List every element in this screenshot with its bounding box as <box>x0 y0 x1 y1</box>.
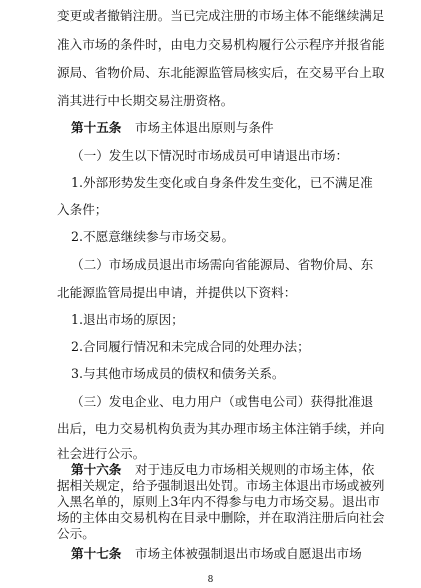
paragraph-line: 入黑名单的，原则上3年内不得参与电力市场交易。退出市 <box>57 494 380 509</box>
list-item: 2.合同履行情况和未完成合同的处理办法； <box>71 339 310 354</box>
article-heading: 第十七条 <box>71 546 122 561</box>
list-item-continued: 入条件； <box>57 202 108 217</box>
clause-line-continued: 社会进行公示。 <box>57 446 146 461</box>
paragraph-line: 据相关规定，给予强制退出处罚。市场主体退出市场或被列 <box>57 478 385 493</box>
clause-line: （二）市场成员退出市场需向省能源局、省物价局、东 <box>71 257 374 272</box>
page-number: 8 <box>207 575 214 585</box>
clause-line-continued: 北能源监管局提出申请，并提供以下资料： <box>57 285 297 300</box>
list-item: 3.与其他市场成员的债权和债务关系。 <box>71 366 285 381</box>
clause-line: （一）发生以下情况时市场成员可申请退出市场： <box>71 148 349 163</box>
list-item: 1.外部形势发生变化或自身条件发生变化，已不满足准 <box>71 175 373 190</box>
paragraph-line: 场的主体由交易机构在目录中删除，并在取消注册后向社会 <box>57 510 385 525</box>
clause-line-continued: 出后，电力交易机构负责为其办理市场主体注销手续，并向 <box>57 421 385 436</box>
article-title: 市场主体退出原则与条件 <box>135 120 274 135</box>
list-item: 2.不愿意继续参与市场交易。 <box>71 229 235 244</box>
paragraph-line: 变更或者撤销注册。当已完成注册的市场主体不能继续满足 <box>57 8 385 23</box>
paragraph-line: 消其进行中长期交易注册资格。 <box>57 93 234 108</box>
clause-line: （三）发电企业、电力用户（或售电公司）获得批准退 <box>71 394 374 409</box>
list-item: 1.退出市场的原因； <box>71 312 184 327</box>
paragraph-line: 源局、省物价局、东北能源监管局核实后，在交易平台上取 <box>57 65 385 80</box>
paragraph-line: 公示。 <box>57 526 95 541</box>
paragraph-line: 准入市场的条件时，由电力交易机构履行公示程序并报省能 <box>57 37 385 52</box>
paragraph-line: 对于违反电力市场相关规则的市场主体，依 <box>135 462 375 477</box>
article-heading: 第十六条 <box>71 462 122 477</box>
article-heading: 第十五条 <box>71 120 122 135</box>
paragraph-line: 市场主体被强制退出市场或自愿退出市场 <box>135 546 362 561</box>
